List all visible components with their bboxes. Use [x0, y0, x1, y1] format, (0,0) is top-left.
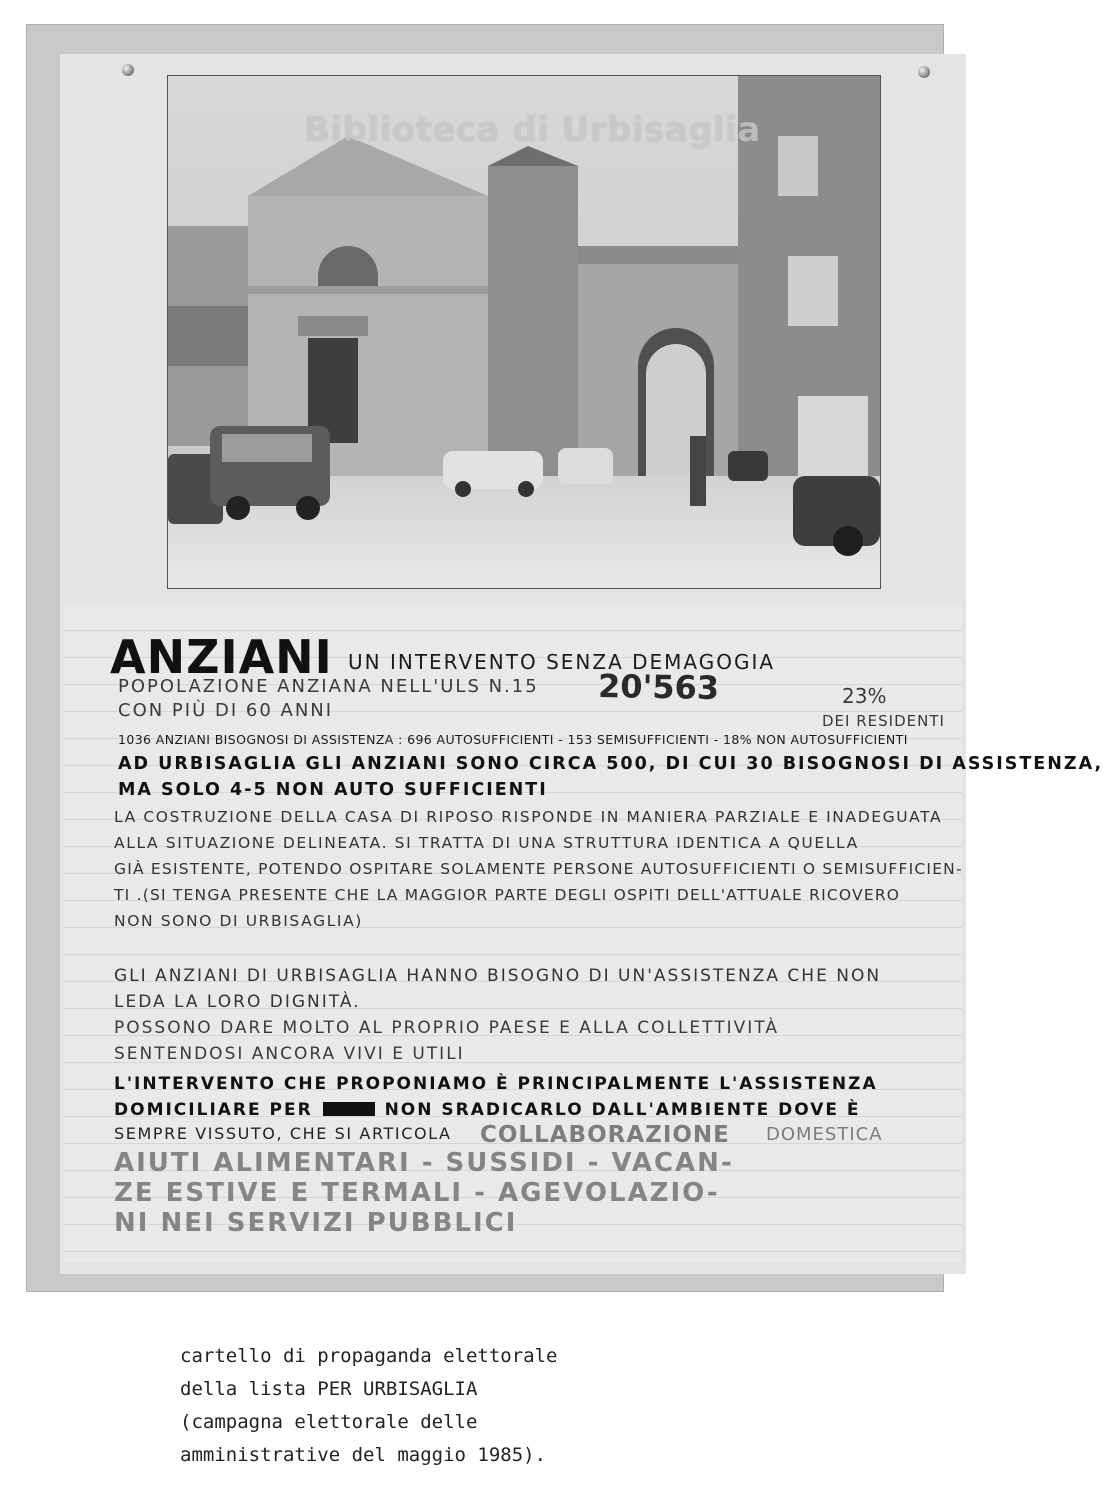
services-line-3: NI NEI SERVIZI PUBBLICI [114, 1208, 518, 1238]
paragraph-line: LEDA LA LORO DIGNITÀ. [114, 992, 361, 1012]
population-count: 20'563 [597, 666, 720, 708]
poster-title: ANZIANI [110, 630, 333, 684]
poster-board [60, 54, 1103, 1274]
proposal-line-2 [114, 1100, 861, 1120]
proposal-line-2-end: NON SRADICARLO DALL'AMBIENTE DOVE È [384, 1100, 861, 1120]
services-line-2: ZE ESTIVE E TERMALI - AGEVOLAZIO- [114, 1178, 720, 1208]
paragraph-line: POSSONO DARE MOLTO AL PROPRIO PAESE E ALLA COLLETTIVITÀ [114, 1018, 779, 1038]
proposal-line-2-start: DOMICILIARE PER [114, 1100, 313, 1120]
proposal-line-3: SEMPRE VISSUTO, CHE SI ARTICOLA [114, 1124, 452, 1143]
handwritten-poster-sheet [64, 604, 1103, 1262]
archive-caption [180, 1340, 558, 1472]
street-photograph [168, 76, 880, 588]
assistance-stats: 1036 ANZIANI BISOGNOSI DI ASSISTENZA : 696 AUTOSUFFICIENTI - 153 SEMISUFFICIENTI - 18% NON AUTOSUFFICIENTI [118, 732, 908, 747]
paragraph-line: TI .(SI TENGA PRESENTE CHE LA MAGGIOR PARTE DEGLI OSPITI DELL'ATTUALE RICOVERO [114, 886, 901, 904]
caption-line: amministrative del maggio 1985). [180, 1444, 547, 1466]
thumbtack-icon [918, 66, 930, 78]
poster-subtitle: UN INTERVENTO SENZA DEMAGOGIA [348, 650, 776, 674]
resident-percent-label: DEI RESIDENTI [822, 712, 945, 730]
paragraph-line: SENTENDOSI ANCORA VIVI E UTILI [114, 1044, 465, 1064]
population-line-2: CON PIÙ DI 60 ANNI [118, 700, 334, 721]
church-square-image [168, 76, 880, 588]
proposal-line-1: L'INTERVENTO CHE PROPONIAMO È PRINCIPALMENTE L'ASSISTENZA [114, 1074, 878, 1094]
thumbtack-icon [122, 64, 134, 76]
caption-line: della lista PER URBISAGLIA [180, 1378, 478, 1400]
paragraph-line: GIÀ ESISTENTE, POTENDO OSPITARE SOLAMENTE PERSONE AUTOSUFFICIENTI O SEMISUFFICIEN- [114, 860, 963, 878]
paragraph-line: GLI ANZIANI DI URBISAGLIA HANNO BISOGNO DI UN'ASSISTENZA CHE NON [114, 966, 882, 986]
services-line-1: AIUTI ALIMENTARI - SUSSIDI - VACAN- [114, 1148, 734, 1178]
resident-percent: 23% [842, 684, 887, 708]
caption-line: (campagna elettorale delle [180, 1411, 478, 1433]
caption-line: cartello di propaganda elettorale [180, 1345, 558, 1367]
population-line-1: POPOLAZIONE ANZIANA NELL'ULS N.15 [118, 676, 539, 697]
proposal-highlight: COLLABORAZIONE [480, 1122, 730, 1148]
paragraph-line: ALLA SITUAZIONE DELINEATA. SI TRATTA DI UNA STRUTTURA IDENTICA A QUELLA [114, 834, 859, 852]
proposal-line-3-end: DOMESTICA [766, 1124, 883, 1145]
urbisaglia-line-2: MA SOLO 4-5 NON AUTO SUFFICIENTI [118, 780, 548, 800]
redaction-bar [323, 1102, 375, 1116]
urbisaglia-line-1: AD URBISAGLIA GLI ANZIANI SONO CIRCA 500, DI CUI 30 BISOGNOSI DI ASSISTENZA, [118, 754, 1103, 774]
watermark-text: Biblioteca di Urbisaglia [304, 110, 761, 150]
paragraph-line: NON SONO DI URBISAGLIA) [114, 912, 363, 930]
paragraph-line: LA COSTRUZIONE DELLA CASA DI RIPOSO RISPONDE IN MANIERA PARZIALE E INADEGUATA [114, 808, 943, 826]
photo-print [26, 24, 1103, 1292]
